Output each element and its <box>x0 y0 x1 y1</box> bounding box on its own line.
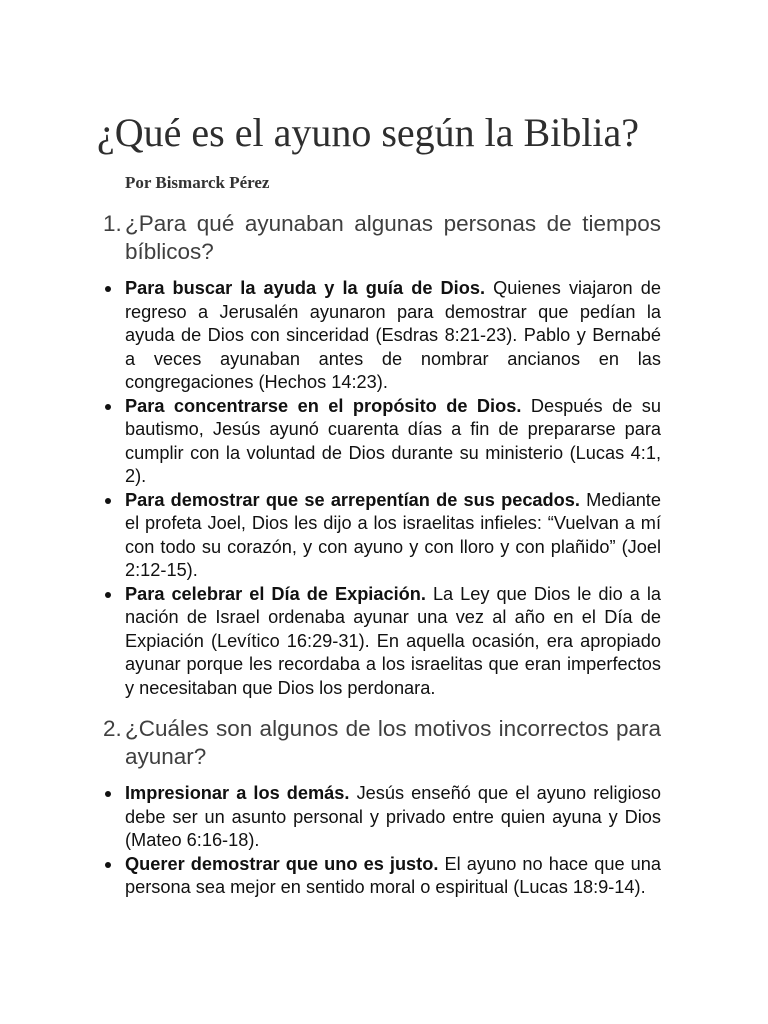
item-text: El ayuno no hace que una persona sea mejor en sentido moral o espiritual (Lucas 18:9-14). <box>125 853 661 897</box>
section-1 <box>103 210 661 700</box>
bullet-list <box>103 782 661 900</box>
list-item <box>103 277 661 395</box>
bullet-list <box>103 277 661 700</box>
list-item <box>103 853 661 900</box>
item-lead: Para celebrar el Día de Expiación. <box>125 583 426 604</box>
item-text: Jesús enseñó que el ayuno religioso debe ser un asunto personal y privado entre quien ayuna y Dios (Mateo 6:16-18). <box>125 783 661 850</box>
item-text: Mediante el profeta Joel, Dios les dijo a los israelitas infieles: “Vuelvan a mí con todo su corazón, y con ayuno y con lloro y con plañido” (Joel 2:12-15). <box>125 489 661 580</box>
section-heading <box>103 715 661 771</box>
item-lead: Impresionar a los demás. <box>125 783 350 803</box>
bullet-icon <box>105 592 111 598</box>
bullet-icon <box>105 286 111 292</box>
section-number: 2. <box>103 716 122 741</box>
section-heading <box>103 210 661 266</box>
section-number: 1. <box>103 211 122 236</box>
bullet-icon <box>105 791 111 797</box>
document-title: ¿Qué es el ayuno según la Biblia? <box>97 110 640 155</box>
bullet-icon <box>105 404 111 410</box>
document-body <box>103 210 661 900</box>
item-lead: Para buscar la ayuda y la guía de Dios. <box>125 278 485 298</box>
list-item <box>103 489 661 583</box>
list-item <box>103 583 661 701</box>
list-item <box>103 395 661 489</box>
item-lead: Para concentrarse en el propósito de Dios. <box>125 395 522 416</box>
section-heading-text: ¿Cuáles son algunos de los motivos incorrectos para ayunar? <box>125 716 661 769</box>
list-item <box>103 782 661 853</box>
item-text: Quienes viajaron de regreso a Jerusalén ayunaron para demostrar que pedían la ayuda de Dios con sinceridad (Esdras 8:21-23). Pablo y Bernabé a veces ayunaban antes de nombrar ancianos en las congregaciones (Hechos 14:23). <box>125 278 661 392</box>
author-byline: Por Bismarck Pérez <box>125 173 270 192</box>
bullet-icon <box>105 862 111 868</box>
bullet-icon <box>105 498 111 504</box>
item-text: La Ley que Dios le dio a la nación de Israel ordenaba ayunar una vez al año en el Día de Expiación (Levítico 16:29-31). En aquella ocasión, era apropiado ayunar porque les recordaba a los israelitas que eran imperfectos y necesitaban que Dios los perdonara. <box>125 583 661 698</box>
item-lead: Querer demostrar que uno es justo. <box>125 853 439 874</box>
section-heading-text: ¿Para qué ayunaban algunas personas de tiempos bíblicos? <box>125 211 661 264</box>
item-text: Después de su bautismo, Jesús ayunó cuarenta días a fin de prepararse para cumplir con la voluntad de Dios durante su ministerio (Lucas 4:1, 2). <box>125 395 661 486</box>
section-2 <box>103 715 661 900</box>
item-lead: Para demostrar que se arrepentían de sus pecados. <box>125 489 580 510</box>
